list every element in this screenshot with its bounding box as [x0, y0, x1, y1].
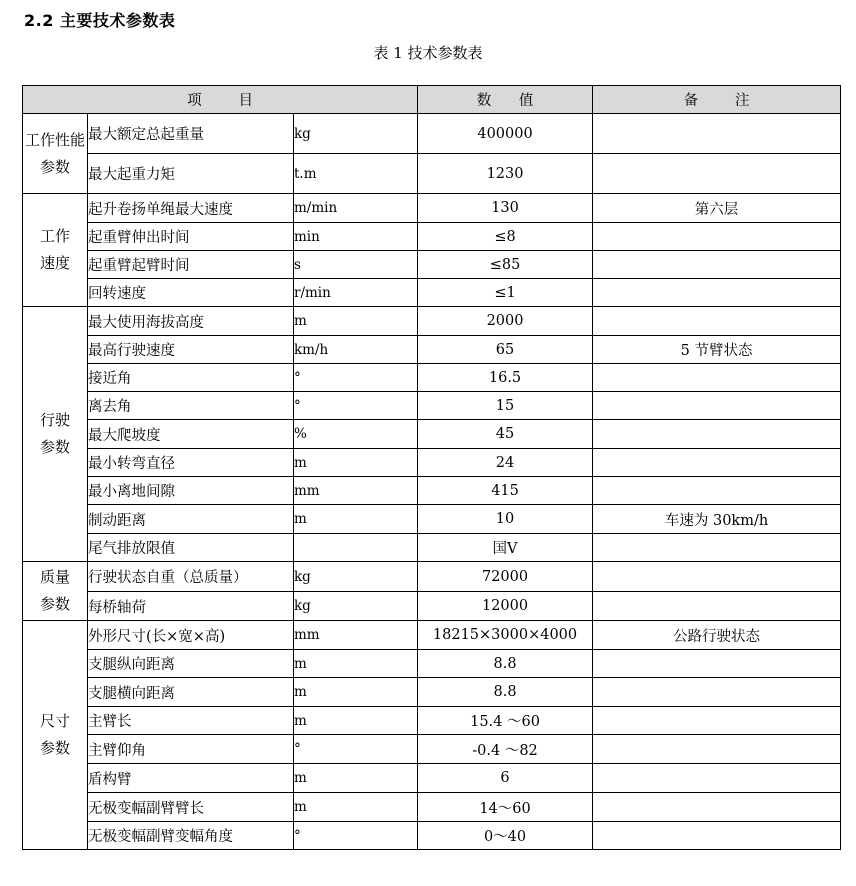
param-value: 1230 [418, 154, 593, 194]
param-unit: r/min [294, 279, 418, 307]
param-unit: kg [294, 562, 418, 592]
param-value: 415 [418, 477, 593, 505]
param-note [593, 650, 841, 678]
table-row [23, 650, 841, 678]
param-note [593, 154, 841, 194]
param-note [593, 114, 841, 154]
param-value: 6 [418, 764, 593, 793]
param-note [593, 534, 841, 562]
table-row [23, 505, 841, 534]
param-name: 主臂仰角 [88, 735, 294, 764]
table-row [23, 420, 841, 449]
param-name: 起升卷扬单绳最大速度 [88, 194, 294, 223]
table-row [23, 392, 841, 420]
param-note [593, 562, 841, 592]
param-note [593, 678, 841, 707]
table-row [23, 154, 841, 194]
param-unit: m [294, 764, 418, 793]
param-unit: ° [294, 822, 418, 850]
param-note [593, 592, 841, 621]
param-unit: mm [294, 477, 418, 505]
param-name: 最大起重力矩 [88, 154, 294, 194]
param-unit: m [294, 678, 418, 707]
param-note: 车速为 30km/h [593, 505, 841, 534]
group-label-driving: 行驶参数 [23, 307, 88, 562]
param-name: 行驶状态自重（总质量） [88, 562, 294, 592]
param-name: 最大额定总起重量 [88, 114, 294, 154]
param-unit: m [294, 505, 418, 534]
group-label-dimensions: 尺寸参数 [23, 621, 88, 850]
table-row [23, 562, 841, 592]
param-unit: t.m [294, 154, 418, 194]
param-value: 45 [418, 420, 593, 449]
table-row [23, 477, 841, 505]
param-name: 起重臂伸出时间 [88, 223, 294, 251]
table-row [23, 279, 841, 307]
param-unit: m [294, 707, 418, 735]
param-unit: ° [294, 364, 418, 392]
param-unit: kg [294, 114, 418, 154]
param-name: 支腿横向距离 [88, 678, 294, 707]
table-row [23, 223, 841, 251]
param-name: 外形尺寸(长×宽×高) [88, 621, 294, 650]
param-note [593, 449, 841, 477]
header-value: 数 值 [418, 86, 593, 114]
param-unit: m [294, 307, 418, 336]
param-note: 5 节臂状态 [593, 336, 841, 364]
param-unit: mm [294, 621, 418, 650]
group-label-performance: 工作性能参数 [23, 114, 88, 194]
param-unit: m [294, 449, 418, 477]
param-name: 起重臂起臂时间 [88, 251, 294, 279]
param-value: ≤1 [418, 279, 593, 307]
table-row [23, 251, 841, 279]
param-name: 主臂长 [88, 707, 294, 735]
param-value: 400000 [418, 114, 593, 154]
param-unit: kg [294, 592, 418, 621]
param-value: ≤85 [418, 251, 593, 279]
table-row [23, 735, 841, 764]
param-note [593, 307, 841, 336]
param-unit: % [294, 420, 418, 449]
table-row [23, 194, 841, 223]
param-value: 18215×3000×4000 [418, 621, 593, 650]
param-value: -0.4 ～82 [418, 735, 593, 764]
param-name: 离去角 [88, 392, 294, 420]
param-name: 无极变幅副臂臂长 [88, 793, 294, 822]
table-row [23, 678, 841, 707]
param-note [593, 420, 841, 449]
table-row [23, 307, 841, 336]
table-row [23, 621, 841, 650]
param-note: 第六层 [593, 194, 841, 223]
param-value: 2000 [418, 307, 593, 336]
table-row [23, 336, 841, 364]
param-value: 10 [418, 505, 593, 534]
table-header-row [23, 86, 841, 114]
param-value: 8.8 [418, 678, 593, 707]
group-label-speed: 工作速度 [23, 194, 88, 307]
table-row [23, 822, 841, 850]
param-unit: s [294, 251, 418, 279]
param-unit: min [294, 223, 418, 251]
param-value: 65 [418, 336, 593, 364]
param-note [593, 707, 841, 735]
param-unit: m/min [294, 194, 418, 223]
param-value: ≤8 [418, 223, 593, 251]
param-value: 12000 [418, 592, 593, 621]
table-row [23, 707, 841, 735]
param-name: 每桥轴荷 [88, 592, 294, 621]
param-note: 公路行驶状态 [593, 621, 841, 650]
table-row [23, 114, 841, 154]
param-value: 0～40 [418, 822, 593, 850]
table-row [23, 764, 841, 793]
table-row [23, 364, 841, 392]
table-row [23, 449, 841, 477]
header-note: 备 注 [593, 86, 841, 114]
table-caption: 表 1 技术参数表 [373, 44, 483, 62]
technical-parameters-table [22, 85, 841, 850]
param-value: 15 [418, 392, 593, 420]
param-name: 尾气排放限值 [88, 534, 294, 562]
param-value: 24 [418, 449, 593, 477]
param-value: 16.5 [418, 364, 593, 392]
table-row [23, 592, 841, 621]
header-item: 项 目 [23, 86, 418, 114]
param-note [593, 223, 841, 251]
param-name: 支腿纵向距离 [88, 650, 294, 678]
param-name: 制动距离 [88, 505, 294, 534]
table-row [23, 534, 841, 562]
param-name: 最小转弯直径 [88, 449, 294, 477]
param-note [593, 364, 841, 392]
param-value: 130 [418, 194, 593, 223]
param-unit: km/h [294, 336, 418, 364]
table-row [23, 793, 841, 822]
param-value: 国Ⅴ [418, 534, 593, 562]
param-name: 最大使用海拔高度 [88, 307, 294, 336]
param-name: 回转速度 [88, 279, 294, 307]
param-note [593, 251, 841, 279]
section-heading: 2.2 主要技术参数表 [24, 11, 176, 30]
param-note [593, 764, 841, 793]
param-note [593, 793, 841, 822]
param-value: 8.8 [418, 650, 593, 678]
param-name: 最小离地间隙 [88, 477, 294, 505]
param-note [593, 735, 841, 764]
param-name: 无极变幅副臂变幅角度 [88, 822, 294, 850]
param-name: 最高行驶速度 [88, 336, 294, 364]
param-value: 15.4 ～60 [418, 707, 593, 735]
param-name: 盾构臂 [88, 764, 294, 793]
param-unit: ° [294, 735, 418, 764]
param-unit: m [294, 650, 418, 678]
param-note [593, 279, 841, 307]
param-note [593, 392, 841, 420]
param-unit: m [294, 793, 418, 822]
param-unit [294, 534, 418, 562]
param-value: 14～60 [418, 793, 593, 822]
param-name: 接近角 [88, 364, 294, 392]
param-note [593, 477, 841, 505]
param-name: 最大爬坡度 [88, 420, 294, 449]
param-value: 72000 [418, 562, 593, 592]
param-unit: ° [294, 392, 418, 420]
param-note [593, 822, 841, 850]
group-label-mass: 质量参数 [23, 562, 88, 621]
